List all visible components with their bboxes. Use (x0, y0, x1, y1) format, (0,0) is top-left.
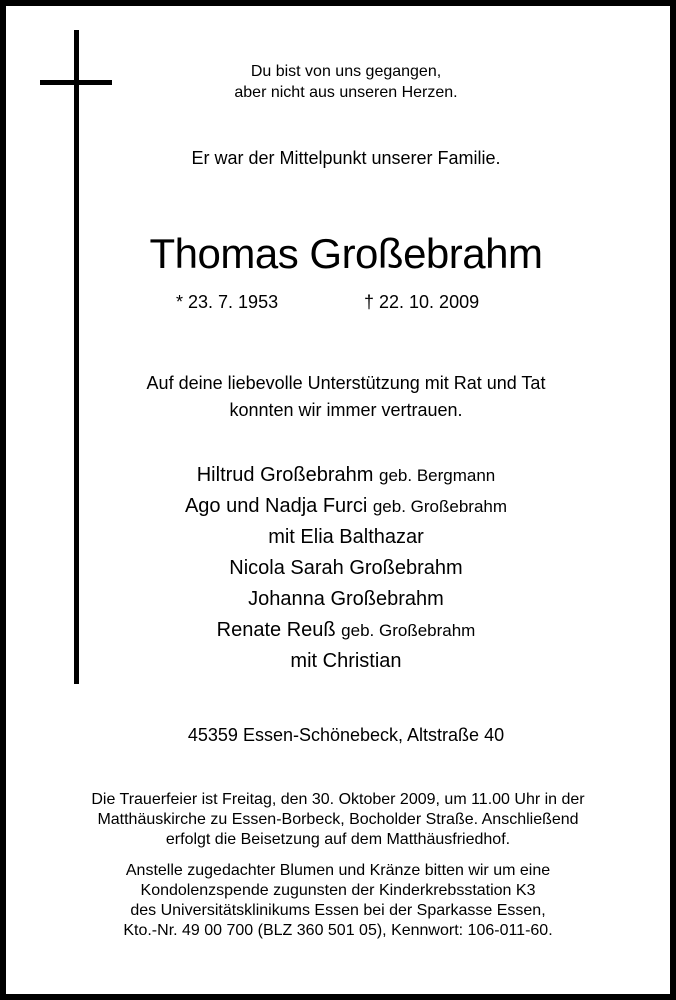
address: 45359 Essen-Schönebeck, Altstraße 40 (187, 725, 505, 745)
birth-date: * 23. 7. 1953 (176, 292, 279, 312)
family-member: Johanna Großebrahm (248, 588, 444, 610)
death-date: † 22. 10. 2009 (364, 292, 480, 312)
funeral-line-3: erfolgt die Beisetzung auf dem Matthäusfriedhof. (165, 831, 511, 848)
deceased-name: Thomas Großebrahm (149, 230, 543, 277)
family-member: Hiltrud Großebrahm geb. Bergmann (196, 464, 496, 486)
family-member: mit Christian (290, 650, 402, 672)
donation-line-2: Kondolenzspende zugunsten der Kinderkrebsstation K3 (140, 882, 536, 899)
cross-icon (74, 30, 79, 684)
donation-line-3: des Universitätsklinikums Essen bei der Sparkasse Essen, (130, 902, 546, 919)
family-member: Nicola Sarah Großebrahm (229, 557, 463, 579)
family-member: Renate Reuß geb. Großebrahm (216, 619, 476, 641)
tribute-line-1: Auf deine liebevolle Unterstützung mit Rat und Tat (146, 373, 546, 393)
funeral-line-2: Matthäuskirche zu Essen-Borbeck, Bocholder Straße. Anschließend (97, 811, 579, 828)
family-member: mit Elia Balthazar (268, 526, 424, 548)
tribute-line-2: konnten wir immer vertrauen. (229, 400, 463, 420)
funeral-line-1: Die Trauerfeier ist Freitag, den 30. Oktober 2009, um 11.00 Uhr in der (91, 791, 585, 808)
donation-line-1: Anstelle zugedachter Blumen und Kränze bitten wir um eine (125, 862, 551, 879)
verse-line-2: aber nicht aus unseren Herzen. (234, 84, 458, 101)
donation-line-4: Kto.-Nr. 49 00 700 (BLZ 360 501 05), Kennwort: 106-011-60. (123, 922, 553, 939)
verse-line-1: Du bist von uns gegangen, (250, 63, 442, 80)
family-member: Ago und Nadja Furci geb. Großebrahm (184, 495, 508, 517)
subtitle: Er war der Mittelpunkt unserer Familie. (191, 148, 501, 168)
